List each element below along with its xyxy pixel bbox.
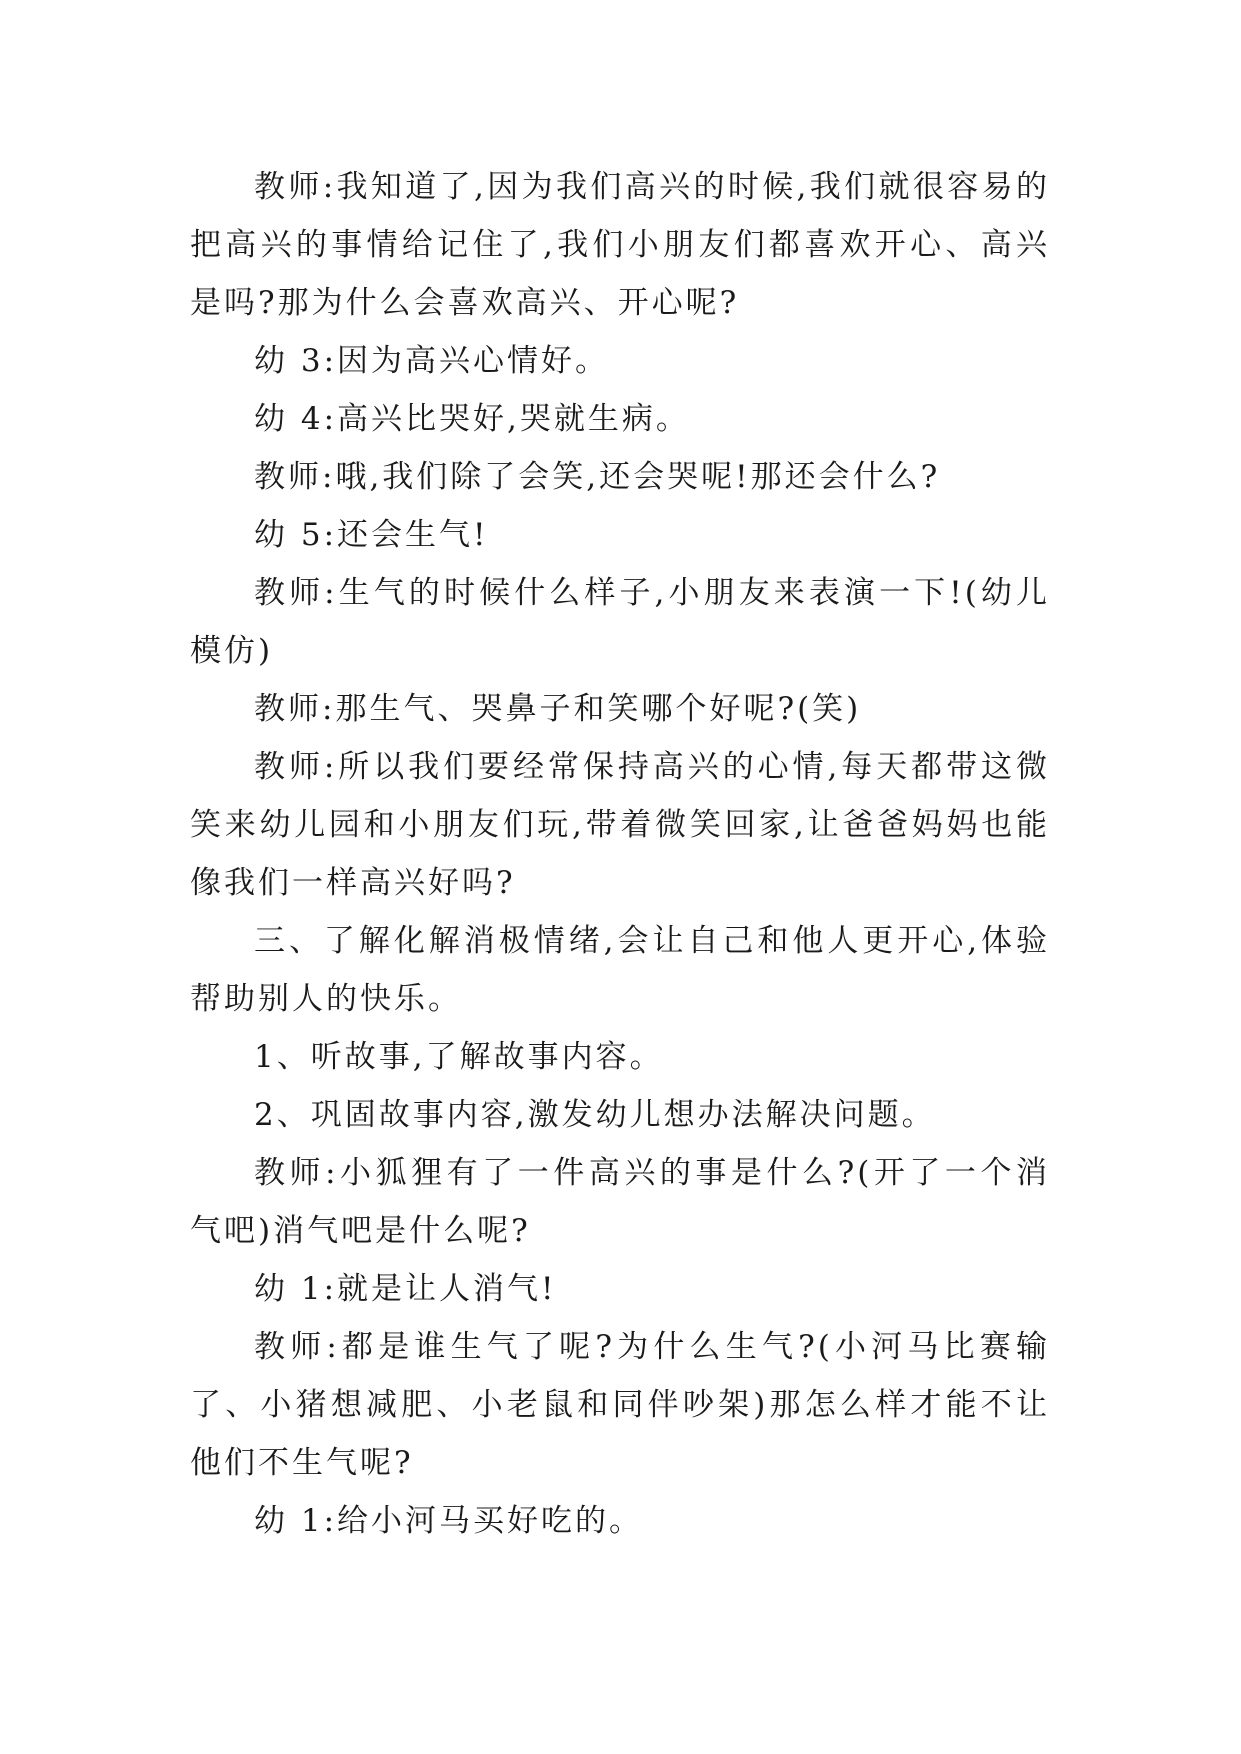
paragraph: 教师:所以我们要经常保持高兴的心情,每天都带这微笑来幼儿园和小朋友们玩,带着微笑回家,让爸爸妈妈也能像我们一样高兴好吗? [190,749,1050,901]
section-heading: 三、了解化解消极情绪,会让自己和他人更开心,体验帮助别人的快乐。 [190,923,1050,1017]
paragraph: 教师:那生气、哭鼻子和笑哪个好呢?(笑) [254,691,862,727]
paragraph: 幼 3:因为高兴心情好。 [254,343,610,379]
paragraph: 教师:哦,我们除了会笑,还会哭呢!那还会什么? [254,459,941,495]
paragraph: 教师:都是谁生气了呢?为什么生气?(小河马比赛输了、小猪想减肥、小老鼠和同伴吵架)那怎么样才能不让他们不生气呢? [190,1329,1050,1481]
paragraph: 教师:小狐狸有了一件高兴的事是什么?(开了一个消气吧)消气吧是什么呢? [190,1155,1050,1249]
document-body [190,158,1050,1550]
paragraph: 教师:我知道了,因为我们高兴的时候,我们就很容易的把高兴的事情给记住了,我们小朋友们都喜欢开心、高兴是吗?那为什么会喜欢高兴、开心呢? [190,169,1050,321]
list-item: 1、听故事,了解故事内容。 [254,1039,664,1075]
paragraph: 幼 5:还会生气! [254,517,489,553]
paragraph: 幼 1:给小河马买好吃的。 [254,1503,644,1539]
paragraph: 幼 4:高兴比哭好,哭就生病。 [254,401,690,437]
paragraph: 幼 1:就是让人消气! [254,1271,557,1307]
list-item: 2、巩固故事内容,激发幼儿想办法解决问题。 [254,1097,936,1133]
paragraph: 教师:生气的时候什么样子,小朋友来表演一下!(幼儿模仿) [190,575,1050,669]
